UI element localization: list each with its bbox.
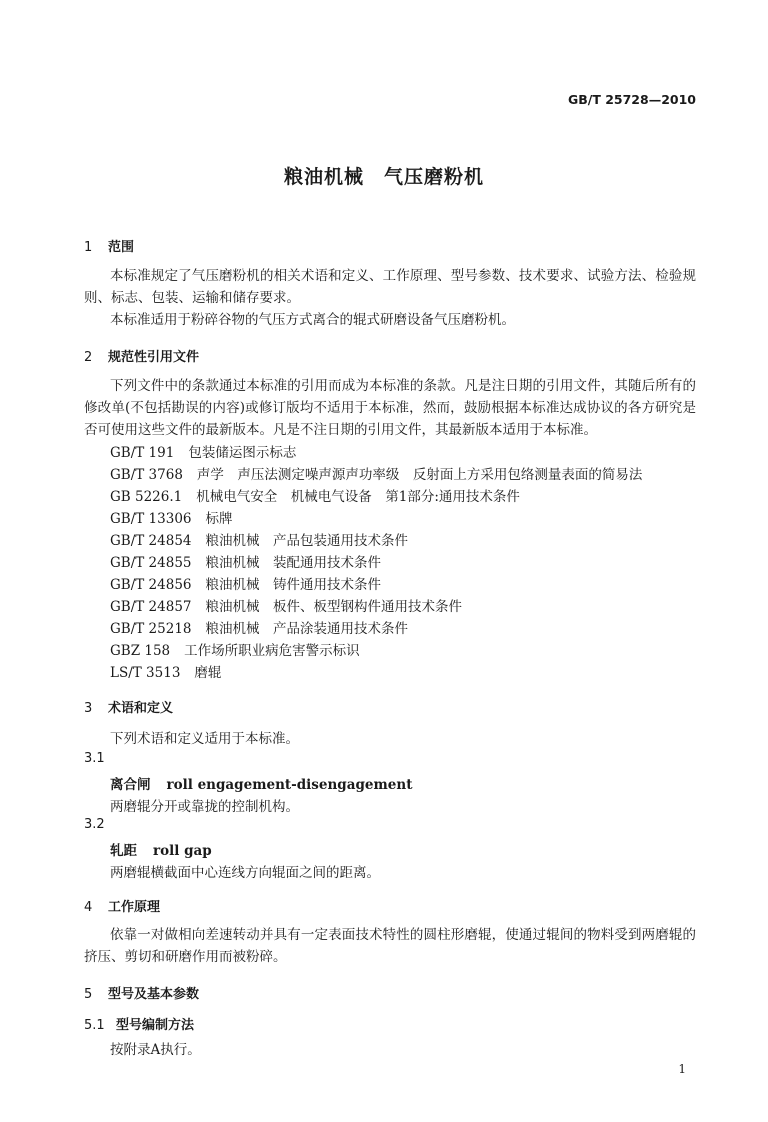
reference-title: 粮油机械 产品涂装通用技术条件 bbox=[205, 621, 408, 637]
section-1-paragraph-1: 本标准规定了气压磨粉机的相关术语和定义、工作原理、型号参数、技术要求、试验方法、检验规则、标志、包装、运输和储存要求。 bbox=[84, 268, 696, 306]
term-1 bbox=[110, 773, 412, 793]
reference-code: GB/T 191 bbox=[110, 445, 175, 461]
section-title: 术语和定义 bbox=[108, 701, 174, 716]
reference-code: GB 5226.1 bbox=[110, 489, 183, 505]
reference-title: 声学 声压法测定噪声源声功率级 反射面上方采用包络测量表面的简易法 bbox=[196, 467, 643, 483]
reference-code: GB/T 25218 bbox=[110, 621, 192, 637]
section-4-heading bbox=[84, 896, 160, 915]
reference-title: 粮油机械 铸件通用技术条件 bbox=[205, 577, 381, 593]
standard-code: GB/T 25728—2010 bbox=[567, 92, 696, 107]
reference-title: 粮油机械 装配通用技术条件 bbox=[205, 555, 381, 571]
reference-item bbox=[110, 485, 520, 505]
subsection-5-1-heading bbox=[84, 1014, 194, 1033]
subsection-title: 型号编制方法 bbox=[116, 1018, 195, 1033]
section-number: 5 bbox=[84, 987, 93, 1002]
section-title: 工作原理 bbox=[108, 900, 161, 915]
subsection-5-1-text: 按附录A执行。 bbox=[110, 1042, 201, 1058]
reference-code: GB/T 24855 bbox=[110, 555, 192, 571]
reference-item bbox=[110, 463, 642, 483]
section-2-intro: 下列文件中的条款通过本标准的引用而成为本标准的条款。凡是注日期的引用文件，其随后所有的修改单(不包括勘误的内容)或修订版均不适用于本标准，然而，鼓励根据本标准达成协议的各方研究是否可使用这些文件的最新版本。凡是不注日期的引用文件，其最新版本适用于本标准。 bbox=[84, 378, 696, 438]
reference-item bbox=[110, 573, 381, 593]
reference-item bbox=[110, 617, 408, 637]
term-number: 3.2 bbox=[84, 817, 105, 832]
reference-code: GB/T 24857 bbox=[110, 599, 192, 615]
subsection-number: 5.1 bbox=[84, 1018, 105, 1033]
reference-code: GB/T 24854 bbox=[110, 533, 192, 549]
term-english: roll gap bbox=[153, 843, 212, 859]
reference-code: GB/T 24856 bbox=[110, 577, 192, 593]
section-1-paragraph-2: 本标准适用于粉碎谷物的气压方式离合的辊式研磨设备气压磨粉机。 bbox=[110, 312, 515, 328]
document-title bbox=[0, 162, 768, 189]
reference-item bbox=[110, 661, 221, 681]
section-title: 范围 bbox=[108, 240, 135, 255]
term-2-definition: 两磨辊横截面中心连线方向辊面之间的距离。 bbox=[110, 865, 380, 881]
section-3-intro: 下列术语和定义适用于本标准。 bbox=[110, 731, 299, 747]
reference-title: 工作场所职业病危害警示标识 bbox=[184, 643, 360, 659]
reference-title: 粮油机械 产品包装通用技术条件 bbox=[205, 533, 408, 549]
section-title: 规范性引用文件 bbox=[108, 350, 200, 365]
reference-code: GBZ 158 bbox=[110, 643, 171, 659]
section-number: 4 bbox=[84, 900, 93, 915]
section-4-paragraph: 依靠一对做相向差速转动并具有一定表面技术特性的圆柱形磨辊，使通过辊间的物料受到两磨辊的挤压、剪切和研磨作用而被粉碎。 bbox=[84, 927, 696, 965]
term-1-definition: 两磨辊分开或靠拢的控制机构。 bbox=[110, 799, 299, 815]
section-number: 2 bbox=[84, 350, 93, 365]
reference-title: 标牌 bbox=[205, 511, 233, 527]
reference-item bbox=[110, 529, 408, 549]
section-number: 1 bbox=[84, 240, 93, 255]
reference-title: 机械电气安全 机械电气设备 第1部分:通用技术条件 bbox=[196, 489, 520, 505]
title-part1: 粮油机械 bbox=[283, 166, 364, 188]
term-number: 3.1 bbox=[84, 751, 105, 766]
section-5-heading bbox=[84, 983, 199, 1002]
term-chinese: 轧距 bbox=[110, 843, 137, 859]
reference-code: GB/T 13306 bbox=[110, 511, 192, 527]
section-2-heading bbox=[84, 346, 199, 365]
reference-code: GB/T 3768 bbox=[110, 467, 183, 483]
page-number: 1 bbox=[678, 1062, 686, 1076]
section-3-heading bbox=[84, 697, 173, 716]
reference-code: LS/T 3513 bbox=[110, 665, 181, 681]
reference-item bbox=[110, 507, 233, 527]
reference-title: 包装储运图示标志 bbox=[188, 445, 297, 461]
reference-title: 粮油机械 板件、板型钢构件通用技术条件 bbox=[205, 599, 462, 615]
term-chinese: 离合闸 bbox=[110, 777, 151, 793]
section-title: 型号及基本参数 bbox=[108, 987, 200, 1002]
reference-title: 磨辊 bbox=[194, 665, 222, 681]
reference-item bbox=[110, 639, 360, 659]
section-number: 3 bbox=[84, 701, 93, 716]
reference-item bbox=[110, 595, 462, 615]
term-english: roll engagement-disengagement bbox=[166, 777, 413, 793]
term-2 bbox=[110, 839, 212, 859]
reference-item bbox=[110, 551, 381, 571]
section-1-heading bbox=[84, 236, 134, 255]
reference-item bbox=[110, 441, 296, 461]
title-part2: 气压磨粉机 bbox=[384, 166, 485, 188]
